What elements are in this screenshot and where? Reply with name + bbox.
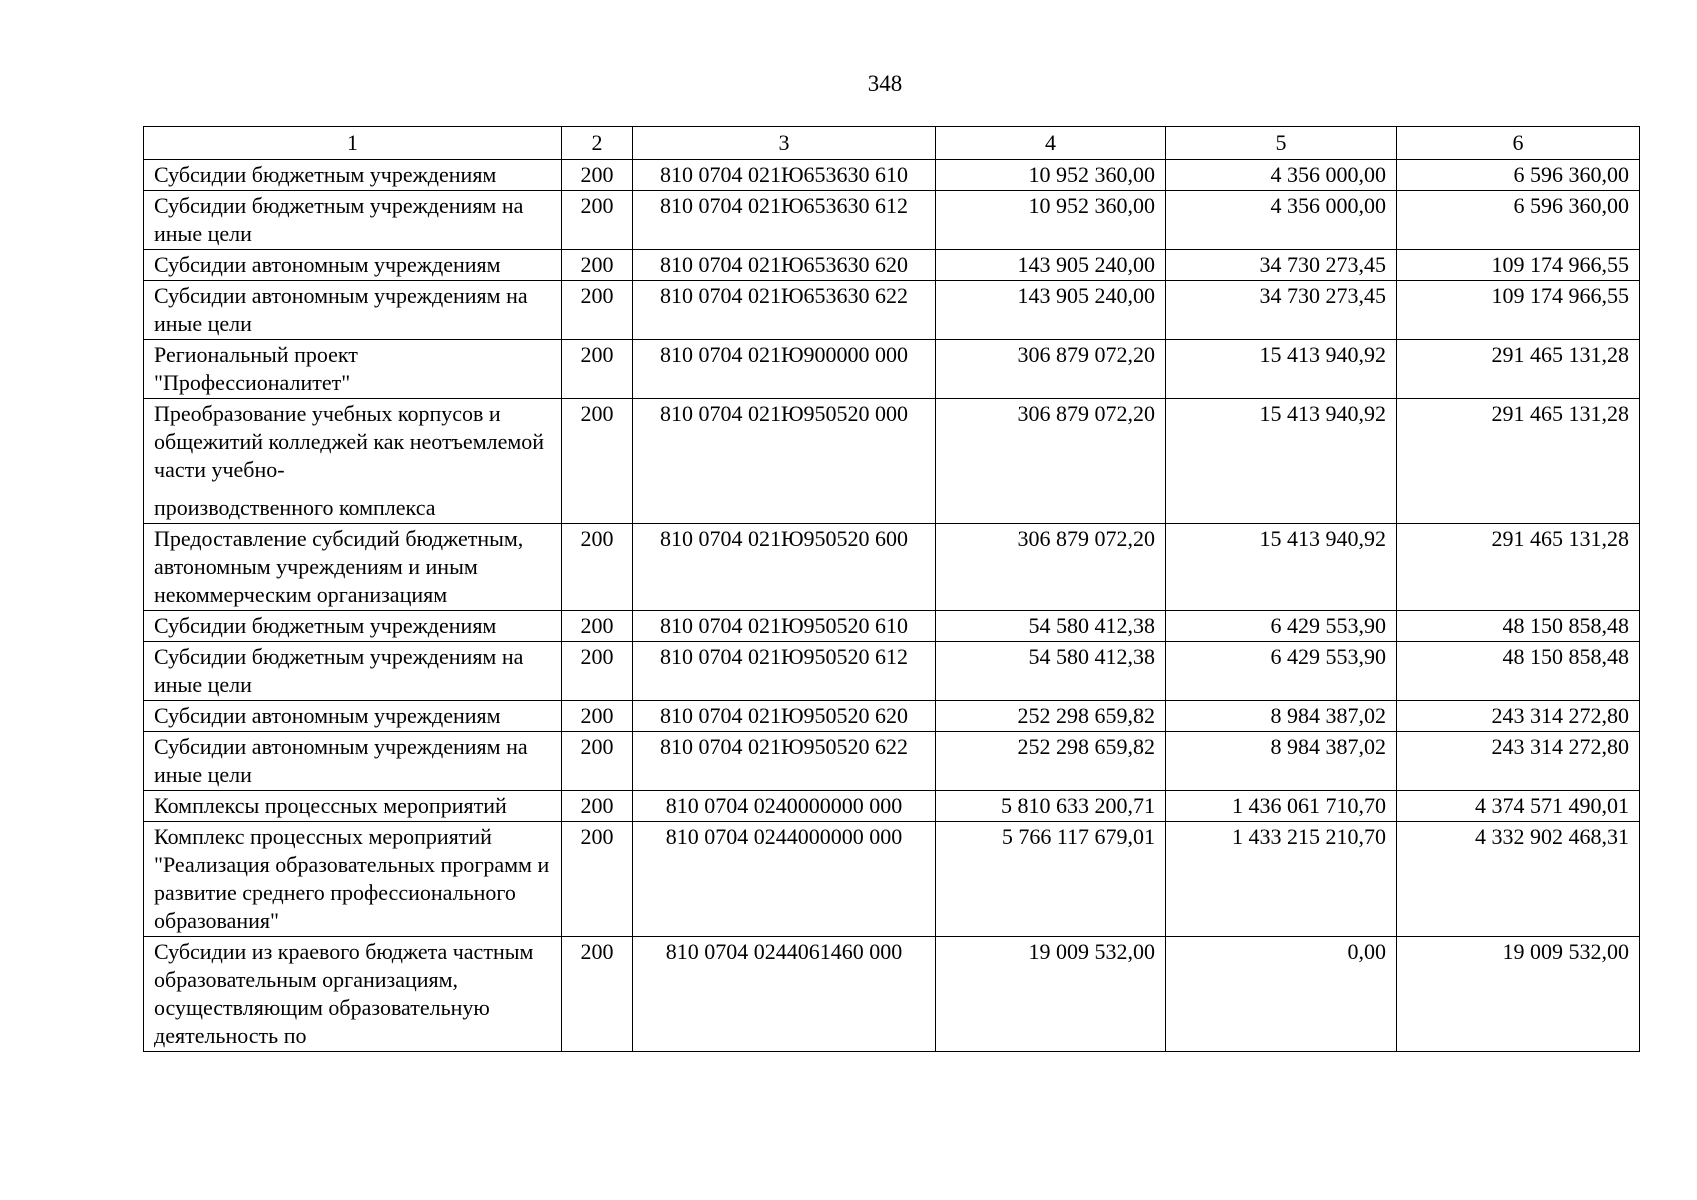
row-amount-col4: 10 952 360,00 — [936, 191, 1166, 250]
row-amount-col4: 5 766 117 679,01 — [936, 822, 1166, 937]
row-name: Субсидии бюджетным учреждениям на иные цели — [144, 191, 562, 250]
row-amount-col5: 1 436 061 710,70 — [1166, 791, 1397, 822]
table-row — [144, 250, 1640, 281]
row-amount-col4: 252 298 659,82 — [936, 732, 1166, 791]
row-amount-col5: 15 413 940,92 — [1166, 340, 1397, 399]
row-classification: 810 0704 021Ю950520 600 — [633, 524, 936, 611]
row-name: Субсидии автономным учреждениям — [144, 701, 562, 732]
row-amount-col6: 48 150 858,48 — [1397, 642, 1640, 701]
row-name: Субсидии бюджетным учреждениям на иные цели — [144, 642, 562, 701]
table-row — [144, 701, 1640, 732]
row-code: 200 — [562, 281, 633, 340]
header-row — [144, 127, 1640, 160]
row-code: 200 — [562, 160, 633, 191]
row-amount-col4: 306 879 072,20 — [936, 524, 1166, 611]
row-amount-col6: 291 465 131,28 — [1397, 340, 1640, 399]
row-amount-col5: 6 429 553,90 — [1166, 642, 1397, 701]
row-amount-col5: 15 413 940,92 — [1166, 399, 1397, 524]
row-code: 200 — [562, 642, 633, 701]
column-header: 1 — [144, 127, 562, 160]
row-name: Субсидии автономным учреждениям на иные цели — [144, 732, 562, 791]
row-classification: 810 0704 0244061460 000 — [633, 937, 936, 1052]
row-amount-col4: 10 952 360,00 — [936, 160, 1166, 191]
row-code: 200 — [562, 611, 633, 642]
row-amount-col6: 243 314 272,80 — [1397, 732, 1640, 791]
table-row — [144, 160, 1640, 191]
row-amount-col5: 6 429 553,90 — [1166, 611, 1397, 642]
column-header: 2 — [562, 127, 633, 160]
table-row — [144, 399, 1640, 524]
row-classification: 810 0704 021Ю950520 000 — [633, 399, 936, 524]
row-amount-col6: 48 150 858,48 — [1397, 611, 1640, 642]
row-amount-col5: 34 730 273,45 — [1166, 250, 1397, 281]
row-classification: 810 0704 021Ю950520 612 — [633, 642, 936, 701]
row-classification: 810 0704 021Ю950520 622 — [633, 732, 936, 791]
row-code: 200 — [562, 701, 633, 732]
row-amount-col6: 243 314 272,80 — [1397, 701, 1640, 732]
row-amount-col5: 1 433 215 210,70 — [1166, 822, 1397, 937]
row-name: Субсидии бюджетным учреждениям — [144, 160, 562, 191]
row-amount-col4: 143 905 240,00 — [936, 250, 1166, 281]
row-classification: 810 0704 0244000000 000 — [633, 822, 936, 937]
table-row — [144, 281, 1640, 340]
table-row — [144, 191, 1640, 250]
row-code: 200 — [562, 250, 633, 281]
row-classification: 810 0704 021Ю653630 610 — [633, 160, 936, 191]
row-code: 200 — [562, 937, 633, 1052]
column-header: 6 — [1397, 127, 1640, 160]
row-code: 200 — [562, 732, 633, 791]
row-name: Предоставление субсидий бюджетным, автономным учреждениям и иным некоммерческим организациям — [144, 524, 562, 611]
row-name: Комплекс процессных мероприятий "Реализация образовательных программ и развитие среднего профессионального образования" — [144, 822, 562, 937]
row-amount-col6: 6 596 360,00 — [1397, 160, 1640, 191]
row-code: 200 — [562, 822, 633, 937]
row-amount-col5: 8 984 387,02 — [1166, 732, 1397, 791]
row-classification: 810 0704 021Ю950520 620 — [633, 701, 936, 732]
column-header: 5 — [1166, 127, 1397, 160]
row-name: Комплексы процессных мероприятий — [144, 791, 562, 822]
row-amount-col6: 291 465 131,28 — [1397, 399, 1640, 524]
row-amount-col5: 34 730 273,45 — [1166, 281, 1397, 340]
row-amount-col4: 306 879 072,20 — [936, 399, 1166, 524]
table-row — [144, 611, 1640, 642]
row-amount-col5: 4 356 000,00 — [1166, 191, 1397, 250]
budget-table — [143, 126, 1640, 1052]
table-row — [144, 340, 1640, 399]
row-amount-col4: 306 879 072,20 — [936, 340, 1166, 399]
row-amount-col5: 4 356 000,00 — [1166, 160, 1397, 191]
row-code: 200 — [562, 191, 633, 250]
row-classification: 810 0704 0240000000 000 — [633, 791, 936, 822]
row-amount-col5: 0,00 — [1166, 937, 1397, 1052]
row-code: 200 — [562, 399, 633, 524]
column-header: 3 — [633, 127, 936, 160]
table-row — [144, 937, 1640, 1052]
row-name: Субсидии автономным учреждениям на иные цели — [144, 281, 562, 340]
page-number: 348 — [867, 71, 903, 96]
row-amount-col6: 19 009 532,00 — [1397, 937, 1640, 1052]
row-amount-col6: 109 174 966,55 — [1397, 281, 1640, 340]
row-name-text: Преобразование учебных корпусов и общежитий колледжей как неотъемлемой части учебно- — [154, 401, 545, 482]
row-code: 200 — [562, 340, 633, 399]
row-amount-col4: 54 580 412,38 — [936, 611, 1166, 642]
row-classification: 810 0704 021Ю950520 610 — [633, 611, 936, 642]
table-row — [144, 642, 1640, 701]
row-classification: 810 0704 021Ю653630 620 — [633, 250, 936, 281]
row-amount-col5: 8 984 387,02 — [1166, 701, 1397, 732]
row-amount-col4: 54 580 412,38 — [936, 642, 1166, 701]
row-amount-col4: 5 810 633 200,71 — [936, 791, 1166, 822]
row-name: Региональный проект "Профессионалитет" — [144, 340, 562, 399]
row-code: 200 — [562, 524, 633, 611]
row-name: Субсидии из краевого бюджета частным образовательным организациям, осуществляющим образовательную деятельность по — [144, 937, 562, 1052]
row-amount-col4: 143 905 240,00 — [936, 281, 1166, 340]
row-name-continuation: производственного комплекса — [154, 495, 436, 520]
table-row — [144, 791, 1640, 822]
table-row — [144, 822, 1640, 937]
row-name: Субсидии автономным учреждениям — [144, 250, 562, 281]
row-amount-col4: 252 298 659,82 — [936, 701, 1166, 732]
row-classification: 810 0704 021Ю900000 000 — [633, 340, 936, 399]
row-amount-col6: 4 332 902 468,31 — [1397, 822, 1640, 937]
row-amount-col6: 109 174 966,55 — [1397, 250, 1640, 281]
row-name: Субсидии бюджетным учреждениям — [144, 611, 562, 642]
row-amount-col4: 19 009 532,00 — [936, 937, 1166, 1052]
row-amount-col6: 291 465 131,28 — [1397, 524, 1640, 611]
row-classification: 810 0704 021Ю653630 622 — [633, 281, 936, 340]
row-classification: 810 0704 021Ю653630 612 — [633, 191, 936, 250]
row-amount-col5: 15 413 940,92 — [1166, 524, 1397, 611]
row-name — [144, 399, 562, 524]
row-amount-col6: 6 596 360,00 — [1397, 191, 1640, 250]
row-amount-col6: 4 374 571 490,01 — [1397, 791, 1640, 822]
row-code: 200 — [562, 791, 633, 822]
table-row — [144, 524, 1640, 611]
table-row — [144, 732, 1640, 791]
column-header: 4 — [936, 127, 1166, 160]
